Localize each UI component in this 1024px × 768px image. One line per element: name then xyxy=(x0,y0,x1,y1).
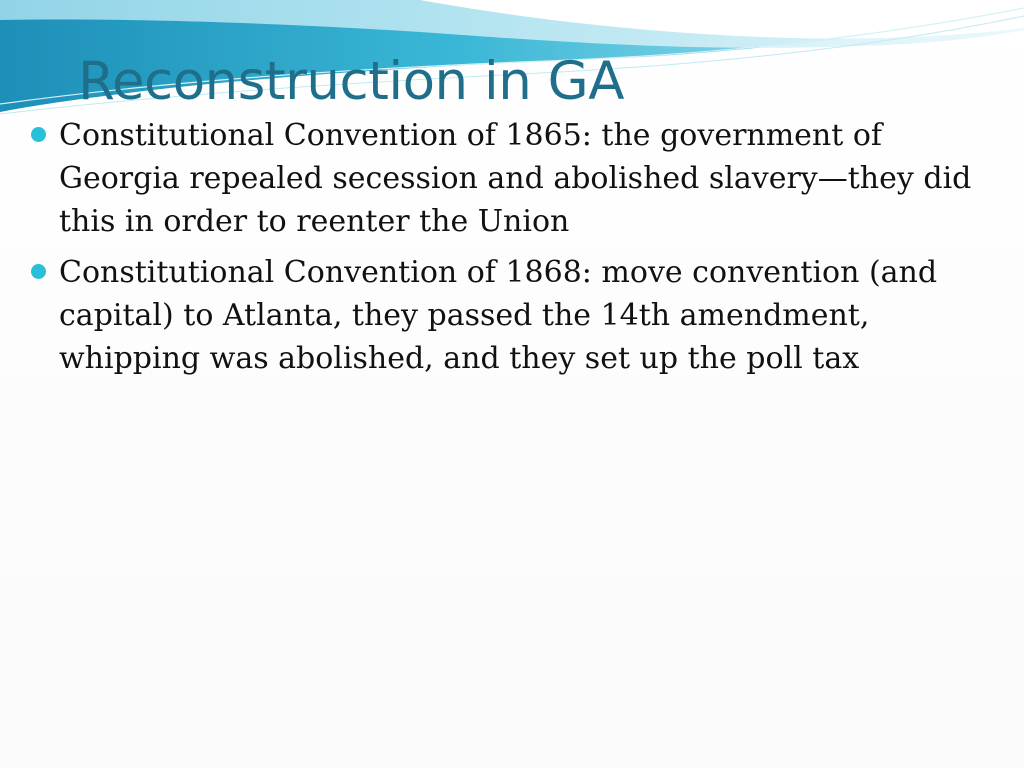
bullet-list xyxy=(30,114,990,388)
bullet-item-1868 xyxy=(30,251,990,380)
bullet-text-1865: Constitutional Convention of 1865: the government of Georgia repealed secession and abolished slavery—they did this in order to reenter the Union xyxy=(59,118,972,239)
bullet-icon xyxy=(31,127,46,142)
bullet-item-1865 xyxy=(30,114,990,243)
bullet-icon xyxy=(31,264,46,279)
slide-title: Reconstruction in GA xyxy=(78,51,624,112)
bullet-text-1868: Constitutional Convention of 1868: move convention (and capital) to Atlanta, they passed the 14th amendment, whipping was abolished, and they set up the poll tax xyxy=(59,255,938,376)
